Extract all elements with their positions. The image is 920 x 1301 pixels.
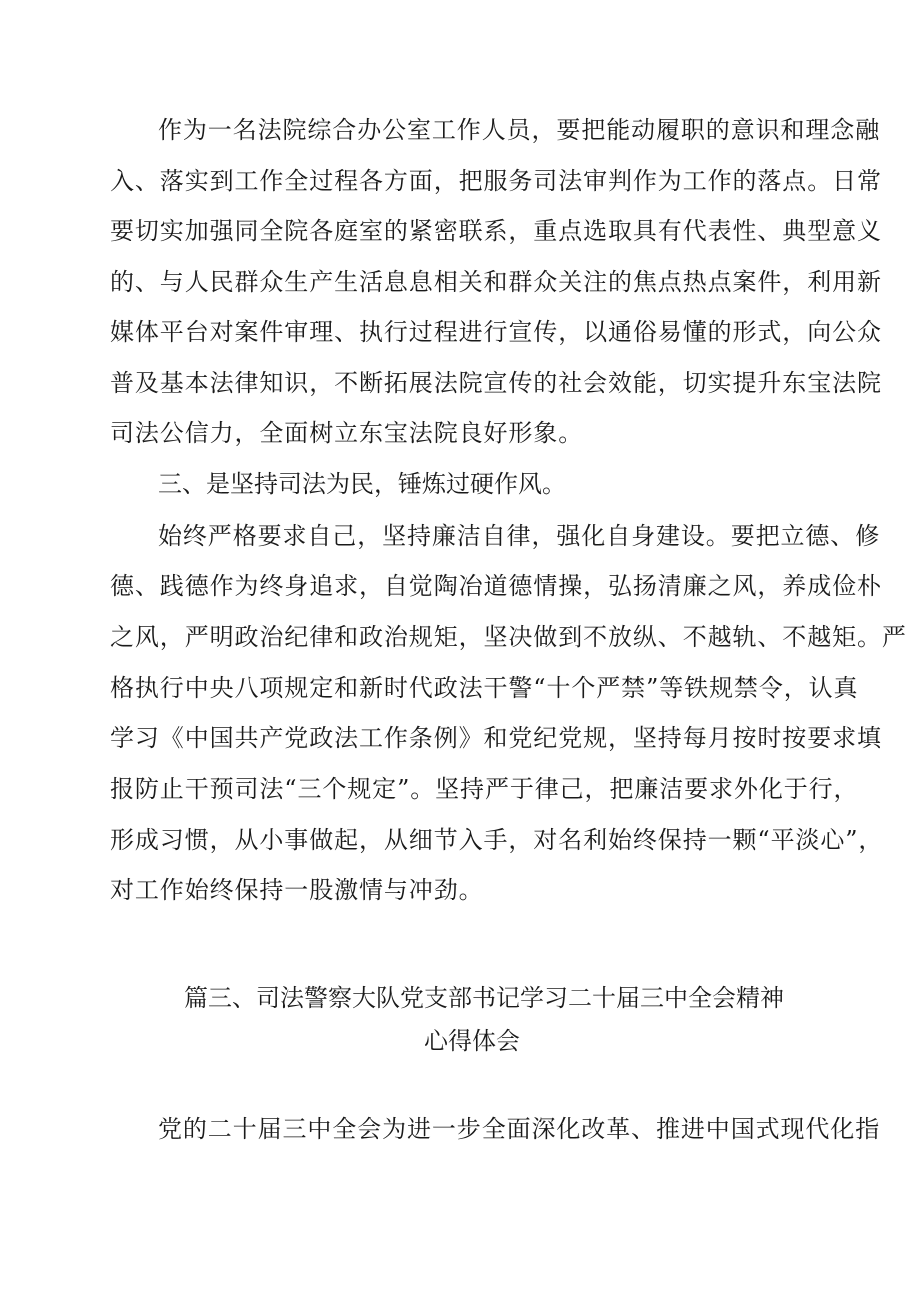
paragraph-line: 报防止干预司法“三个规定”。坚持严于律己，把廉洁要求外化于行， [110, 775, 859, 803]
paragraph-line: 学习《中国共产党政法工作条例》和党纪党规，坚持每月按时按要求填 [110, 724, 882, 752]
paragraph-line: 之风，严明政治纪律和政治规矩，坚决做到不放纵、不越轨、不越矩。严 [110, 623, 907, 651]
paragraph-line: 党的二十届三中全会为进一步全面深化改革、推进中国式现代化指 [158, 1115, 881, 1143]
paragraph-line: 作为一名法院综合办公室工作人员，要把能动履职的意识和理念融 [158, 116, 881, 144]
paragraph-line: 形成习惯，从小事做起，从细节入手，对名利始终保持一颗“平淡心”， [110, 826, 884, 854]
paragraph-line: 司法公信力，全面树立东宝法院良好形象。 [110, 419, 584, 447]
article-title-line-1: 篇三、司法警察大队党支部书记学习二十届三中全会精神 [184, 984, 784, 1012]
paragraph-line: 德、践德作为终身追求，自觉陶冶道德情操，弘扬清廉之风，养成俭朴 [110, 572, 882, 600]
paragraph-line: 媒体平台对案件审理、执行过程进行宣传，以通俗易懂的形式，向公众 [110, 318, 882, 346]
paragraph-line: 格执行中央八项规定和新时代政法干警“十个严禁”等铁规禁令，认真 [110, 674, 859, 702]
paragraph-line: 入、落实到工作全过程各方面，把服务司法审判作为工作的落点。日常 [110, 167, 882, 195]
paragraph-line: 始终严格要求自己，坚持廉洁自律，强化自身建设。要把立德、修 [158, 522, 881, 550]
paragraph-line: 对工作始终保持一股激情与冲劲。 [110, 876, 484, 904]
paragraph-line: 普及基本法律知识，不断拓展法院宣传的社会效能，切实提升东宝法院 [110, 369, 882, 397]
article-title-line-2: 心得体会 [424, 1027, 520, 1055]
paragraph-line: 的、与人民群众生产生活息息相关和群众关注的焦点热点案件，利用新 [110, 268, 882, 296]
section-heading: 三、是坚持司法为民，锤炼过硬作风。 [158, 470, 566, 498]
paragraph-line: 要切实加强同全院各庭室的紧密联系，重点选取具有代表性、典型意义 [110, 217, 882, 245]
